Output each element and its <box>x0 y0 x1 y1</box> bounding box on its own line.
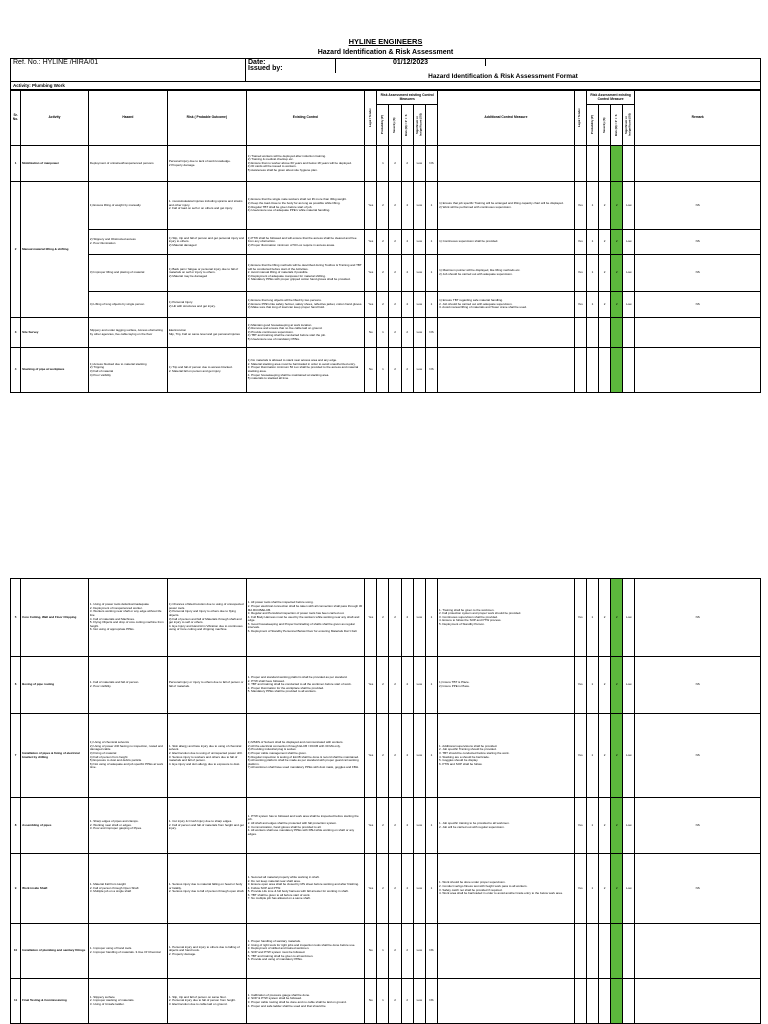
cell-sr: 1 <box>11 146 21 182</box>
cell-sr: 8 <box>11 798 21 854</box>
cell-activity: Site Survey <box>21 318 89 348</box>
cell-legal-2: Yes <box>574 714 586 798</box>
cell-additional-control <box>438 924 575 979</box>
cell-existing-control: 1) Ensure that the single male workers shall not lift more than 30kg weight. 2) Keep the load close to the body for as long as possible while lifting. 3) Regular TBT shall be given before start of job. 4) Use/ensure use of adequate PPE's while material handling. <box>246 182 364 230</box>
cell-severity-2 <box>598 924 610 979</box>
cell-severity-2 <box>599 146 611 182</box>
cell-severity: 2 <box>389 854 401 924</box>
col-after-group: Risk Assessment existing Control Measure <box>586 91 635 105</box>
cell-risk-rating: 2 <box>401 146 413 182</box>
cell-existing-control: 1) Ensure that the lifting methods will be described during Toolbox & Training and TBT will be conducted before start of the Activities. 2. Avoid manual lifting of materials if possible. 3) Deployment of adequate manpower for material shifting. 3. Mandatory PPEs with proper gripped cotton hand gloves shall be provided. <box>246 255 364 292</box>
cell-severity-2: 2 <box>599 292 611 318</box>
cell-legal: Yes <box>365 230 377 255</box>
cell-blank: 1 <box>425 657 437 714</box>
cell-risk-rating: 2 <box>401 924 413 979</box>
cell-legal-2 <box>574 318 586 348</box>
cell-probability: 1 <box>377 924 389 979</box>
cell-existing-control: 1. Secured all material properly while working in shaft. 2. Do not keep material near shaft area. 3. Ensure open area shall be closed by MS sheet before working and after finishing. 4. Follow SOP and PTW. 5. Provide Life Line & full body harness with fall arrester for working in shaft. 6. TBT shall be given to all before start of work. 7. No multiple job has allowed on a same shaft. <box>246 854 364 924</box>
cell-additional-control: 1) Ensure that job specific Training will be arranged and lifting capacity chart will be displayed. 2) Work will be performed with continuous supervision. <box>438 182 575 230</box>
cell-severity: 2 <box>389 292 401 318</box>
cell-remark: NS <box>635 579 761 657</box>
cell-risk-level: Low <box>413 255 425 292</box>
cell-risk-rating: 4 <box>401 854 413 924</box>
cell-additional-control <box>438 146 575 182</box>
cell-activity: Core Cutting, Wall and Floor Chipping <box>21 579 89 657</box>
cell-severity-2: 2 <box>599 182 611 230</box>
cell-risk-rating-2: 2 <box>611 714 623 798</box>
cell-blank: NS <box>425 924 437 979</box>
cell-legal: Yes <box>365 657 377 714</box>
cell-legal-2: Yes <box>574 579 586 657</box>
cell-severity-2: 2 <box>598 657 610 714</box>
issued-label: Issued by: <box>245 66 335 73</box>
cell-hazard: 1. Fall of materials and fall of person. 2. Poor visibility. <box>88 657 167 714</box>
cell-severity-2: 2 <box>599 255 611 292</box>
cell-legal-2: Yes <box>574 657 586 714</box>
hira-table-bottom <box>10 578 761 1024</box>
table-row <box>11 146 761 182</box>
cell-sr: 6 <box>11 657 21 714</box>
cell-probability: 2 <box>377 657 389 714</box>
table-row <box>11 979 761 1024</box>
cell-severity-2: 2 <box>599 230 611 255</box>
format-title: Hazard Identification & Risk Assessment Format <box>245 73 760 81</box>
cell-risk-level-2: Low <box>623 182 635 230</box>
date-label: Date: <box>245 59 335 68</box>
cell-probability: 1 <box>377 318 389 348</box>
cell-risk-level: Low <box>413 182 425 230</box>
cell-probability: 2 <box>377 714 389 798</box>
cell-risk-level: Low <box>413 657 425 714</box>
cell-risk-level: Low <box>413 924 425 979</box>
cell-sr: 7 <box>11 714 21 798</box>
cell-activity: Mobilization of manpower <box>21 146 89 182</box>
cell-risk-level-2: Low <box>623 292 635 318</box>
cell-remark: NS <box>635 798 761 854</box>
cell-activity: Stacking of pipe at workplace <box>21 348 89 393</box>
cell-risk-rating: 2 <box>401 318 413 348</box>
cell-risk: 1) Slip, trip and fall of person and get personal injury and injury to others. 2) Material damaged <box>167 230 246 255</box>
cell-sr: 3 <box>11 318 21 348</box>
cell-risk-level-2: Low <box>623 798 635 854</box>
cell-existing-control: 1. Calibration of pressure gauge shall be done. 2. SOP & PTW system shall be followed. 3. Proper cable routing shall be done and no cable shall be laid on ground. 4. Proper and safe ladder shall be used and that should be <box>246 979 364 1024</box>
cell-sr: 2 <box>11 182 21 318</box>
cell-probability-2: 1 <box>586 255 598 292</box>
table-row <box>11 255 761 292</box>
cell-legal <box>365 146 377 182</box>
cell-remark: NS <box>635 292 761 318</box>
cell-activity: Work inside Shaft <box>21 854 89 924</box>
cell-probability-2 <box>586 348 598 393</box>
cell-blank: NS <box>425 348 437 393</box>
table-row <box>11 292 761 318</box>
cell-risk: 1) Chances of Electrocution due to using of unrespected power tools. 2) Personal Injury and Injury to others due to flying objects. 3) Fall of person and fall of Materials through shaft and get injury to self or others. 4. Eye Injury and Hand Arm Vibration due to continuous using of Core cutting and chipping machine. <box>167 579 246 657</box>
cell-blank: 1 <box>425 579 437 657</box>
cell-risk-level: Low <box>413 292 425 318</box>
cell-additional-control: 1) Maximum pointer will be displayed, like lifting methods etc. 2) Job should be carried out with adequate supervision. <box>438 255 575 292</box>
table-row <box>11 348 761 393</box>
cell-sr: 9 <box>11 854 21 924</box>
cell-hazard: 1. Sharp edges of pipes and clamps. 2. Working near shaft or edges. 3. Poor and improper gasping of Pipes. <box>88 798 167 854</box>
cell-probability: 2 <box>377 292 389 318</box>
cell-risk-rating: 4 <box>401 714 413 798</box>
cell-risk-level-2: Low <box>623 230 635 255</box>
cell-probability: 2 <box>377 255 389 292</box>
cell-remark: NS <box>635 854 761 924</box>
cell-blank: 1 <box>425 230 437 255</box>
table-row <box>11 657 761 714</box>
cell-activity: Final Testing & Commissioning <box>21 979 89 1024</box>
col-additional-control: Additional Control Measure <box>438 91 575 146</box>
cell-existing-control: 1) PTW shall be followed and will ensure that the access shall be cleared and free from any obstruction. 2) Proper illumination minimum of 50 Lux require in access areas. <box>246 230 364 255</box>
cell-remark <box>635 979 761 1024</box>
cell-risk-rating-2 <box>611 146 623 182</box>
cell-additional-control <box>438 348 575 393</box>
col-blank <box>425 105 437 146</box>
cell-blank: 1 <box>425 255 437 292</box>
cell-hazard: 1) Using of chemical solvents 2) Using of power drill having no inspection, rusted and damaged cable 3) Fixing of material 4) Fall of person from height 5) Exposure to dust and debris particle 6) Not using of adequate and job specific PPEs at work time. <box>88 714 167 798</box>
col-existing-control: Existing Control <box>246 91 364 146</box>
table-row <box>11 318 761 348</box>
table-row <box>11 714 761 798</box>
cell-risk-rating-2: 2 <box>611 798 623 854</box>
cell-hazard: 1. Improper using of hand tools. 2. Improper handling of materials. 3.Use Of Chemical <box>88 924 167 979</box>
cell-risk-rating-2: 2 <box>611 579 623 657</box>
cell-severity: 2 <box>389 979 401 1024</box>
cell-severity-2 <box>599 318 611 348</box>
cell-probability-2: 1 <box>586 657 598 714</box>
cell-blank: 1 <box>425 292 437 318</box>
cell-additional-control <box>438 318 575 348</box>
cell-hazard: 1. Slippery surface 2. Improper stacking of materials. 3. Using of Unsafe ladder. <box>88 979 167 1024</box>
cell-risk: 1. Personal injury and injury to others due to falling of objects and hand tools. 2. Property damage. <box>167 924 246 979</box>
cell-sr: 5 <box>11 579 21 657</box>
col-legal-2: Legal / Tender <box>574 91 586 146</box>
cell-risk-rating: 4 <box>401 798 413 854</box>
cell-risk-rating-2 <box>611 318 623 348</box>
cell-risk: 1) Back pain / fatigue or personal injury due to fall of materials on self or injury to others. 2) Material may be damaged <box>167 255 246 292</box>
cell-risk: Electrocution Slip, Trip, Fall on same level and get personal injuries <box>167 318 246 348</box>
col-risk: Risk ( Probable Outcome) <box>167 91 246 146</box>
cell-risk: 1) Trip and fall of person due to access blocked. 2. Material fall on person and get injury. <box>167 348 246 393</box>
cell-legal-2: Yes <box>574 255 586 292</box>
cell-risk-level: Low <box>413 146 425 182</box>
col-sr: Sr. No. <box>11 91 21 146</box>
cell-hazard: 2) Slippery and Obstructed access 2. Poor illumination <box>88 230 167 255</box>
cell-risk: Personal Injury due to lack of work knowledge. 2 Property damage. <box>167 146 246 182</box>
cell-legal-2 <box>574 979 586 1024</box>
cell-probability: 2 <box>377 182 389 230</box>
col-existing-group: Risk Assessment existing Control Measures <box>377 91 438 105</box>
cell-risk-level-2 <box>623 146 635 182</box>
table-row <box>11 854 761 924</box>
cell-risk-rating: 2 <box>401 348 413 393</box>
cell-risk-level: Low <box>413 348 425 393</box>
cell-blank: 1 <box>425 854 437 924</box>
date-value: 01/12/2023 <box>335 59 485 68</box>
col-prob: Probability (P) <box>377 105 389 146</box>
cell-legal-2: Yes <box>574 230 586 255</box>
table-row <box>11 230 761 255</box>
cell-risk-level-2: Low <box>623 657 635 714</box>
cell-hazard: 1. Using of power tools defective/inadequate 2. Deployment of inexperienced worker. 3. Workers working near shaft or any edge without life line 4. Fall of materials and Machines. 5. Flying Objects and drop of core cutting machine from height. 6. Not using of appropriate PPEs. <box>88 579 167 657</box>
cell-severity-2: 2 <box>598 579 610 657</box>
cell-risk-rating: 4 <box>401 182 413 230</box>
cell-legal-2 <box>574 146 586 182</box>
cell-legal: Yes <box>365 854 377 924</box>
cell-sr: 10 <box>11 924 21 979</box>
cell-existing-control: 1) Ensure that long objects will be lifted by two persons. 2) Ensure PPE's like safety helmet, safety shoes, reflective jacket, cotton hand gloves. 3) Make sure that long of load can keep proper hand hold. <box>246 292 364 318</box>
cell-legal-2: Yes <box>574 854 586 924</box>
col-prob-2: Probability (P) <box>586 105 598 146</box>
cell-blank: NS <box>425 979 437 1024</box>
cell-risk-rating-2 <box>611 979 623 1024</box>
cell-risk-rating-2: 2 <box>611 657 623 714</box>
table-row <box>11 924 761 979</box>
cell-existing-control: 1) Trained workers will be deployed after induction training. 2) Training & medical checkup etc. 3) Ensure that no worker above 60 years and below 18 years will be deployed. 4) ID cards will be issued to workers. 5) Awareness shall be given about site hygiene plan. <box>246 146 364 182</box>
cell-risk-rating: 4 <box>401 579 413 657</box>
cell-legal-2 <box>574 924 586 979</box>
cell-risk-level-2 <box>623 924 635 979</box>
cell-existing-control: 1) No materials is allowed to stack near access area and any edge. 2. Material stacking area must be barricaded in order to avoid unauthorized entry. 3. Proper illumination minimum 50 Lux shall be provided to the access and material stacking area. 4. Proper housekeeping shall be maintained at stacking area. 5) materials to stacked all time <box>246 348 364 393</box>
cell-risk-rating: 2 <box>401 979 413 1024</box>
cell-sr: 11 <box>11 979 21 1024</box>
col-level-2: Significant or Insignificant (S/I) <box>623 105 635 146</box>
cell-probability: 2 <box>377 230 389 255</box>
cell-remark <box>635 348 761 393</box>
cell-legal: No <box>365 924 377 979</box>
cell-existing-control: 1. All power tools shall be inspected before using. 2. Proper electrical connection shall be taken with all connection shall pass through 30 MA RCCB/ELCB. 3. Regular and Periodical inspection of power tools has been carried out. 4. Full Body Harness must be used by the workers while working near any shaft and edge. 5. Good housekeeping and Proper barricading of shafts shall be given as regular intervals. 6. Deployment of Standby Personnel Below Floor for ensuring Materials Don't Fall. <box>246 579 364 657</box>
cell-risk: 1. Cut injury & Crush Injury due to sharp edges. 2. Fall of person and fall of materials from height and get injury. <box>167 798 246 854</box>
cell-risk: 1. Slip, trip and fall of person on same floor. 2. Personal injury due to fall of person from height. 3. Electrocution due to cable laid on ground. <box>167 979 246 1024</box>
cell-risk-rating-2: 2 <box>611 230 623 255</box>
cell-remark: NS <box>635 255 761 292</box>
cell-risk: 1. Skin allergy and face injury due to using of chemical solvent. 2. Electrocution due to using of uninspected power drill. 3. Serious injury to workers and others due to fall of materials and fall of person. 4. Eye injury and skin allergy due to exposure to dust. <box>167 714 246 798</box>
col-sev-2: Severity (S) <box>599 105 611 146</box>
document-title: Hazard Identification & Risk Assessment <box>317 49 454 56</box>
cell-risk: Personal injury or injury to others due to fall of person or fall of materials. <box>167 657 246 714</box>
cell-risk-rating: 4 <box>401 230 413 255</box>
cell-remark <box>635 924 761 979</box>
col-risk-r-2: Risk (R) = P×S <box>611 105 623 146</box>
cell-risk-level-2 <box>623 318 635 348</box>
cell-severity-2 <box>599 348 611 393</box>
cell-legal-2: Yes <box>574 182 586 230</box>
cell-sr: 4 <box>11 348 21 393</box>
table-row <box>11 798 761 854</box>
cell-legal-2: Yes <box>574 798 586 854</box>
cell-risk-rating-2: 2 <box>611 182 623 230</box>
cell-hazard: Slippery and under lagging surface, Access obstructing by other agencies, live cable laying on the floor <box>88 318 167 348</box>
format-empty-left <box>11 73 245 81</box>
cell-blank: NS <box>425 146 437 182</box>
cell-risk-level: Low <box>413 579 425 657</box>
col-risk-r: Risk (R) = P×S <box>401 105 413 146</box>
cell-legal: Yes <box>365 182 377 230</box>
cell-legal: Yes <box>365 798 377 854</box>
cell-risk-level-2 <box>623 979 635 1024</box>
cell-risk-level: Low <box>413 979 425 1024</box>
cell-severity: 2 <box>389 146 401 182</box>
cell-existing-control: 1) MSDS of Solvent shall be displayed and communicated with workers. 2) All the electrical connection through ELCB / RCCB with 30 MA only. 3) Providing industrial plug & socket. 4) Proper cable management shall be given. 5) Regular inspection & testing of ELCB shall be done & record shall be maintained. 6) All working platform shall be made as per standard with proper guard rail working platform. 7) All workmen shall have used mandatory PPEs with dust mask, goggles and FBH. <box>246 714 364 798</box>
cell-activity: Manual material lifting & shifting <box>21 182 89 318</box>
cell-probability-2: 1 <box>586 182 598 230</box>
cell-additional-control <box>438 979 575 1024</box>
col-activity: Activity <box>21 91 89 146</box>
cell-risk-level-2: Low <box>623 714 635 798</box>
cell-severity: 2 <box>389 579 401 657</box>
cell-additional-control: 1) Ensure TBT regarding safe material handling. 2. Job should be carried out with adequate supervision. 3. Avoid manual lifting of materials and Tower crane shall be used. <box>438 292 575 318</box>
cell-probability-2 <box>586 146 598 182</box>
cell-remark <box>635 146 761 182</box>
cell-severity: 2 <box>389 924 401 979</box>
table-row <box>11 182 761 230</box>
cell-legal: No <box>365 318 377 348</box>
table-row <box>11 579 761 657</box>
cell-probability: 1 <box>377 979 389 1024</box>
col-remark: Remark <box>635 91 761 146</box>
cell-hazard: 1. Material Fall from Height 2. Fall of person through Open Shaft 3. Multiple job on a single shaft <box>88 854 167 924</box>
cell-additional-control: 1. Training shall be given to the workmen. 2. Fall protection system and proper work should be provided. 3. Continuous supervision shall be provided. 4. Ensure to follow the SOP and PTW process. 5. Deployment of Standby Person. <box>438 579 575 657</box>
cell-risk: 1) Personal Injury. 2) Hit with structures and get injury. <box>167 292 246 318</box>
cell-severity: 2 <box>389 255 401 292</box>
cell-risk-rating-2 <box>611 348 623 393</box>
cell-probability: 1 <box>377 146 389 182</box>
hira-table-top <box>10 90 761 393</box>
cell-blank: 1 <box>425 182 437 230</box>
cell-severity-2: 2 <box>598 854 610 924</box>
cell-severity: 2 <box>389 714 401 798</box>
cell-remark: NS <box>635 230 761 255</box>
cell-blank: 1 <box>425 714 437 798</box>
col-hazard: Hazard <box>88 91 167 146</box>
col-level: Significant or Insignificant (S/I) <box>413 105 425 146</box>
cell-probability-2: 1 <box>586 230 598 255</box>
cell-hazard: 1) Access blocked due to material stacking 2) Tripping 3) Fall of material 4) Poor visibility <box>88 348 167 393</box>
cell-legal: No <box>365 348 377 393</box>
cell-risk-rating-2: 2 <box>611 255 623 292</box>
cell-risk-level-2: Low <box>623 579 635 657</box>
cell-severity: 2 <box>389 318 401 348</box>
cell-existing-control: 1. Proper and standard working platform shall be provided as per standard. 2. PTW shall have followed. 3. TBT and training shall be conducted to all the workmen before start of work. 4. Proper illumination for the workplace shall be provided. 5. Mandatory PPEs shall be provided to all workers. <box>246 657 364 714</box>
cell-risk: 1. musculoskeletal injuries including sprains and strains and other injury. 2. Fall of load on self or on others and get injury. <box>167 182 246 230</box>
cell-hazard: 4) Lifting of long objects by single person <box>88 292 167 318</box>
ref-number: Ref. No.: HYLINE /HIRA/01 <box>13 59 99 66</box>
cell-remark <box>635 318 761 348</box>
cell-remark: NS <box>635 714 761 798</box>
cell-legal: Yes <box>365 255 377 292</box>
cell-legal: Yes <box>365 579 377 657</box>
cell-risk-level: Low <box>413 798 425 854</box>
cell-risk-rating-2: 2 <box>611 292 623 318</box>
cell-probability-2: 1 <box>586 854 598 924</box>
cell-risk-rating-2 <box>611 924 623 979</box>
issued-empty-left <box>11 66 245 73</box>
cell-severity: 2 <box>389 657 401 714</box>
cell-risk-level: Low <box>413 854 425 924</box>
cell-probability-2: 1 <box>586 292 598 318</box>
cell-severity: 2 <box>389 182 401 230</box>
cell-remark: NS <box>635 182 761 230</box>
cell-risk-rating: 4 <box>401 292 413 318</box>
cell-blank: NS <box>425 318 437 348</box>
cell-additional-control: 1) Continuous supervision shall be provided. <box>438 230 575 255</box>
cell-risk-rating: 4 <box>401 657 413 714</box>
cell-additional-control: 1. Additional supervisions shall be provided. 2. Job specific Training should be provided. 3. TBT should be conducted before starting the work. 4. Stacking are a should be barricade. 5. Goggles should be display. 6. PTW and SOP shall be follow. <box>438 714 575 798</box>
cell-probability: 2 <box>377 579 389 657</box>
cell-risk-level: Low <box>413 230 425 255</box>
cell-probability-2 <box>586 318 598 348</box>
cell-probability: 2 <box>377 798 389 854</box>
cell-risk-level-2: Low <box>623 255 635 292</box>
cell-severity: 2 <box>389 798 401 854</box>
cell-additional-control: 1. Job specific training to be provided to all workmen. 2. Job will be carried out with regular supervision. <box>438 798 575 854</box>
cell-existing-control: 1. Proper handling of sanitary materials. 2. Using of right tools for right jobs and inspection tools shall be done before use. 3. Deployment of skilled and trained workmen. 4. SOP and PTW system must be followed. 5. TBT and training shall be given to all workmen. 6. Provide and using of mandatory PPEs. <box>246 924 364 979</box>
cell-hazard: Deployment of untrained/inexperienced persons <box>88 146 167 182</box>
cell-risk-level: Low <box>413 318 425 348</box>
cell-legal: No <box>365 979 377 1024</box>
cell-probability-2 <box>586 979 598 1024</box>
cell-legal-2: Yes <box>574 292 586 318</box>
cell-severity-2: 2 <box>598 798 610 854</box>
cell-risk-level: Low <box>413 714 425 798</box>
cell-risk-rating-2: 2 <box>611 854 623 924</box>
cell-activity: Installation of pipes & fixing of electrical bracket by drilling <box>21 714 89 798</box>
col-legal: Legal / Tender <box>365 91 377 146</box>
cell-probability-2: 1 <box>586 714 598 798</box>
cell-additional-control: 1) Insure TBT is Place. 2) Insure PPE is Place. <box>438 657 575 714</box>
cell-severity: 2 <box>389 348 401 393</box>
col-sev: Severity (S) <box>389 105 401 146</box>
cell-activity: Assembling of pipes <box>21 798 89 854</box>
cell-hazard: 1) Excess lifting of weight by manually. <box>88 182 167 230</box>
cell-risk-rating: 4 <box>401 255 413 292</box>
cell-severity-2: 2 <box>598 714 610 798</box>
cell-hazard: 3) Improper lifting and placing of material <box>88 255 167 292</box>
cell-probability: 1 <box>377 348 389 393</box>
cell-blank: 1 <box>425 798 437 854</box>
cell-legal-2 <box>574 348 586 393</box>
issued-value <box>335 66 760 73</box>
format-row <box>10 73 761 82</box>
cell-severity: 2 <box>389 230 401 255</box>
company-name: HYLINE ENGINEERS <box>348 37 423 46</box>
cell-existing-control: 1) Maintain good housekeeping at work location. 2) Remove and ensure that no live cable laid on ground. 3) Provide continuous supervision. 4) TBT and training shall be conducted before start the job. 5) Use/ensure use of mandatory PPEs. <box>246 318 364 348</box>
cell-severity-2 <box>598 979 610 1024</box>
cell-probability-2: 1 <box>586 579 598 657</box>
cell-legal: Yes <box>365 292 377 318</box>
cell-probability-2 <box>586 924 598 979</box>
cell-additional-control: 1. Work should be done under proper supervision. 2. Conduct vertigo fitness test with height work pass to all workers. 3. Safety catch net shall be provided if required. 4. Work area shall be barricaded in order to avoid another trade entry to the below work area. <box>438 854 575 924</box>
cell-activity: Boxing of pipe routing <box>21 657 89 714</box>
cell-risk-level-2: Low <box>623 854 635 924</box>
cell-probability-2: 1 <box>586 798 598 854</box>
cell-risk: 1. Serious injury due to material falling on head or body or fatality. 2. Serious injury due to fall of person through open shaft. <box>167 854 246 924</box>
cell-probability: 2 <box>377 854 389 924</box>
cell-existing-control: 1. PTW system has to followed and work area shall be inspected before starting the job. 2. All shaft and edges shall be protected with fall protection system. 3. Communication, hand gloves shall be provided to all. 4. All workers shall use mandatory PPEs with FBH while working on shaft or any edges. <box>246 798 364 854</box>
cell-activity: Installation of plumbing and sanitary fittings <box>21 924 89 979</box>
cell-remark: NS <box>635 657 761 714</box>
activity-row: Activity: Plumbing Work <box>10 82 761 90</box>
cell-risk-level-2 <box>623 348 635 393</box>
cell-legal: Yes <box>365 714 377 798</box>
